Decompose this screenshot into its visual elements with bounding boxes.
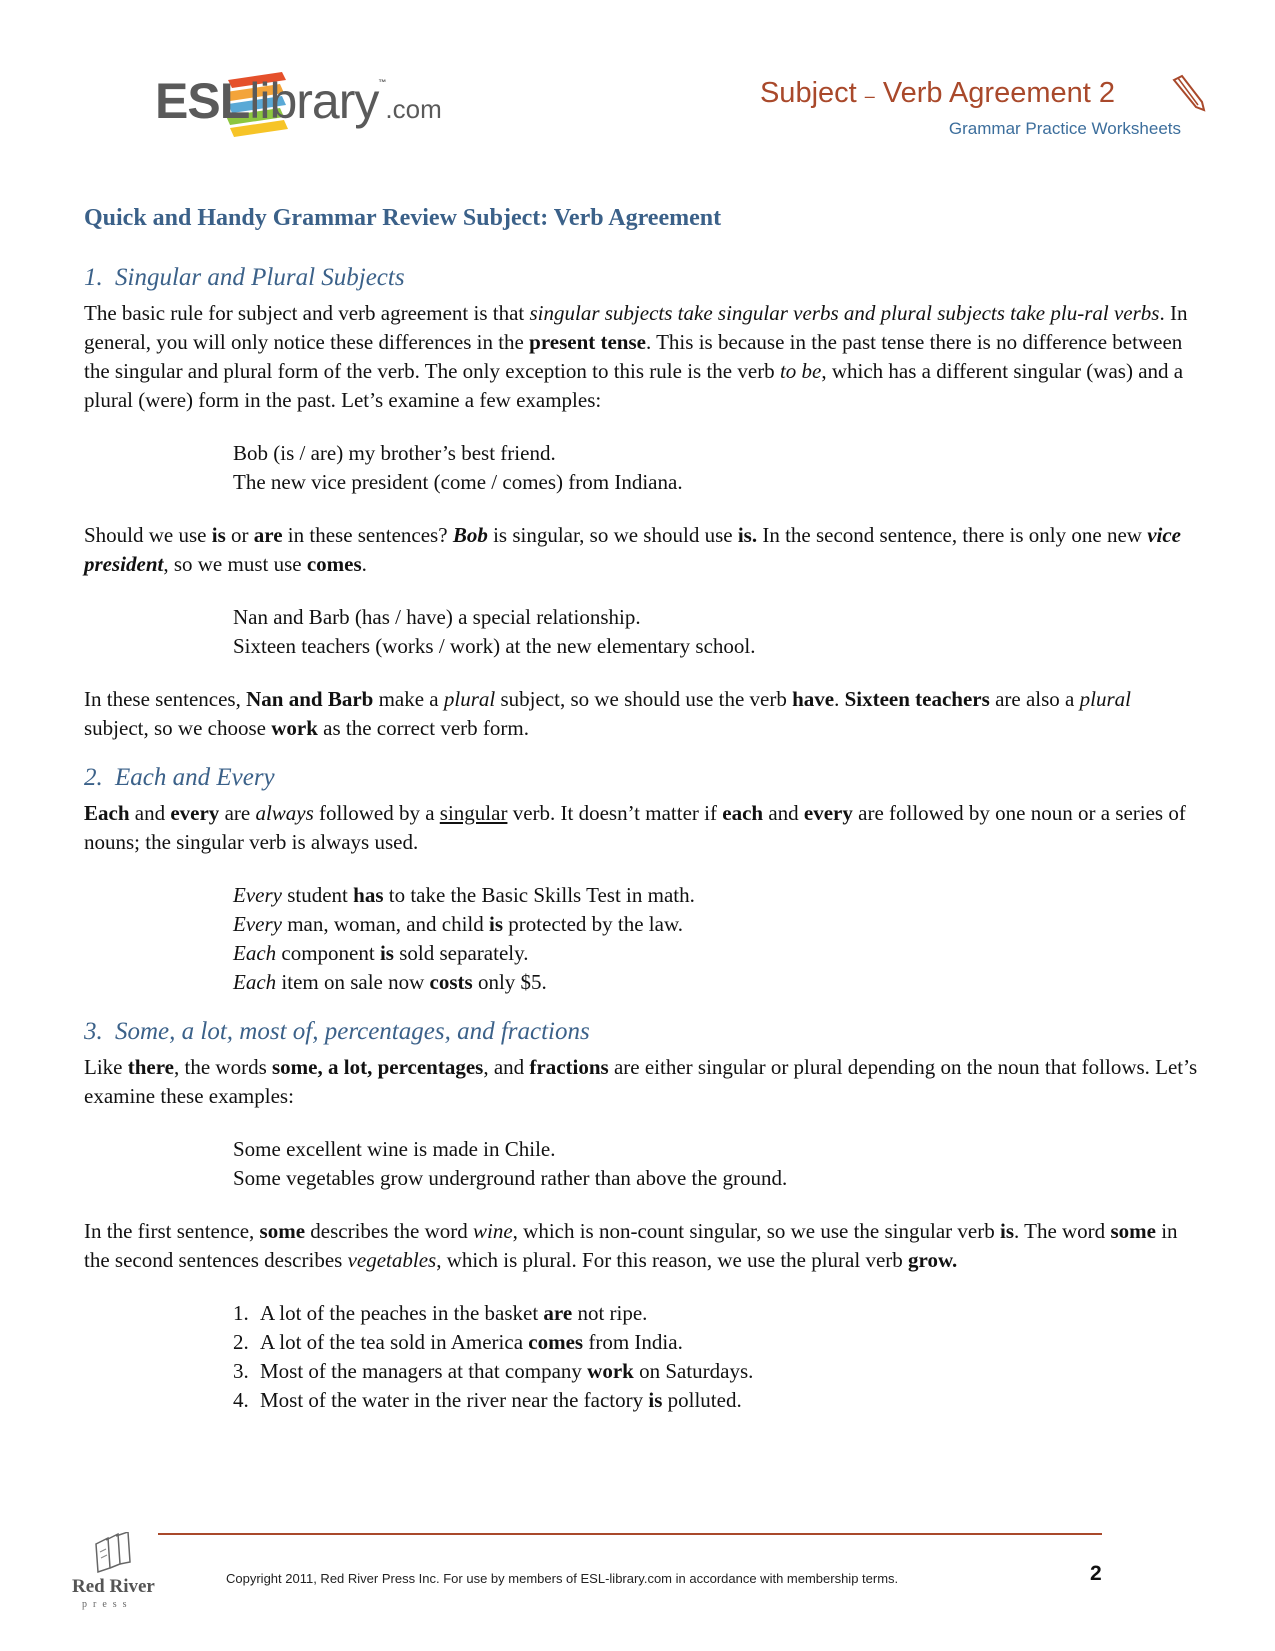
section-1-heading: 1. Singular and Plural Subjects bbox=[84, 264, 405, 291]
example-sentence: Every man, woman, and child is protected by the law. bbox=[233, 912, 684, 936]
example-sentence: The new vice president (come / comes) from Indiana. bbox=[233, 470, 683, 494]
footer-divider bbox=[158, 1533, 1102, 1535]
worksheet-subtitle: Grammar Practice Worksheets bbox=[948, 119, 1181, 138]
example-sentence: Some excellent wine is made in Chile. bbox=[233, 1137, 556, 1161]
section-3-heading: 3. Some, a lot, most of, percentages, and fractions bbox=[84, 1018, 590, 1045]
numbered-example: 1. A lot of the peaches in the basket are not ripe. bbox=[233, 1301, 648, 1325]
example-sentence: Each component is sold separately. bbox=[233, 941, 529, 965]
copyright-notice: Copyright 2011, Red River Press Inc. For use by members of ESL-library.com in accordance with membership terms. bbox=[226, 1571, 899, 1586]
section-2-intro: Each and every are always followed by a singular verb. It doesn’t matter if each and every are followed by one noun or a series of nouns; the singular verb is always used. bbox=[84, 801, 1186, 854]
example-sentence: Some vegetables grow underground rather than above the ground. bbox=[233, 1166, 788, 1190]
numbered-example: 3. Most of the managers at that company work on Saturdays. bbox=[233, 1359, 754, 1383]
section-2-examples bbox=[233, 881, 1200, 997]
section-1-explanation-1: Should we use is or are in these sentences? Bob is singular, so we should use is. In the second sentence, there is only one new vice president, so we must use comes. bbox=[84, 523, 1181, 576]
publisher-subtitle: press bbox=[82, 1599, 133, 1610]
document-title: Quick and Handy Grammar Review Subject: Verb Agreement bbox=[84, 205, 722, 231]
example-sentence: Each item on sale now costs only $5. bbox=[233, 970, 547, 994]
worksheet-title: Subject – Verb Agreement 2 bbox=[759, 77, 1115, 109]
example-sentence: Nan and Barb (has / have) a special relationship. bbox=[233, 605, 641, 629]
example-sentence: Every student has to take the Basic Skills Test in math. bbox=[233, 883, 695, 907]
section-3-examples-1 bbox=[233, 1135, 1200, 1193]
esl-library-logo-text: ESLlibrary™.com bbox=[155, 73, 442, 129]
section-1-examples-2 bbox=[233, 603, 1200, 661]
numbered-example: 4. Most of the water in the river near the factory is polluted. bbox=[233, 1388, 742, 1412]
section-1-intro: The basic rule for subject and verb agreement is that singular subjects take singular verbs and plural subjects take plu-ral verbs. In general, you will only notice these differences in the present tense. This is because in the past tense there is no difference between the singular and plural form of the verb. The only exception to this rule is the verb to be, which has a different singular (was) and a plural (were) form in the past. Let’s examine a few examples: bbox=[84, 301, 1188, 412]
numbered-example: 2. A lot of the tea sold in America comes from India. bbox=[233, 1330, 683, 1354]
section-2-heading: 2. Each and Every bbox=[84, 764, 275, 791]
section-3-intro: Like there, the words some, a lot, percentages, and fractions are either singular or plural depending on the noun that follows. Let’s examine these examples: bbox=[84, 1055, 1198, 1108]
pencil-icon bbox=[1168, 72, 1206, 112]
section-1-examples-1 bbox=[233, 439, 1200, 497]
example-sentence: Sixteen teachers (works / work) at the new elementary school. bbox=[233, 634, 756, 658]
book-pages-icon bbox=[88, 1532, 138, 1574]
page-number: 2 bbox=[1090, 1562, 1102, 1585]
example-sentence: Bob (is / are) my brother’s best friend. bbox=[233, 441, 556, 465]
section-1-explanation-2: In these sentences, Nan and Barb make a plural subject, so we should use the verb have. Sixteen teachers are also a plural subject, so we choose work as the correct verb form. bbox=[84, 687, 1131, 740]
publisher-name: Red River bbox=[72, 1576, 155, 1597]
worksheet-body bbox=[84, 204, 1200, 1439]
section-3-numbered-examples bbox=[233, 1299, 1200, 1415]
section-3-explanation: In the first sentence, some describes the word wine, which is non-count singular, so we use the singular verb is. The word some in the second sentences describes vegetables, which is plural. For this reason, we use the plural verb grow. bbox=[84, 1219, 1178, 1272]
